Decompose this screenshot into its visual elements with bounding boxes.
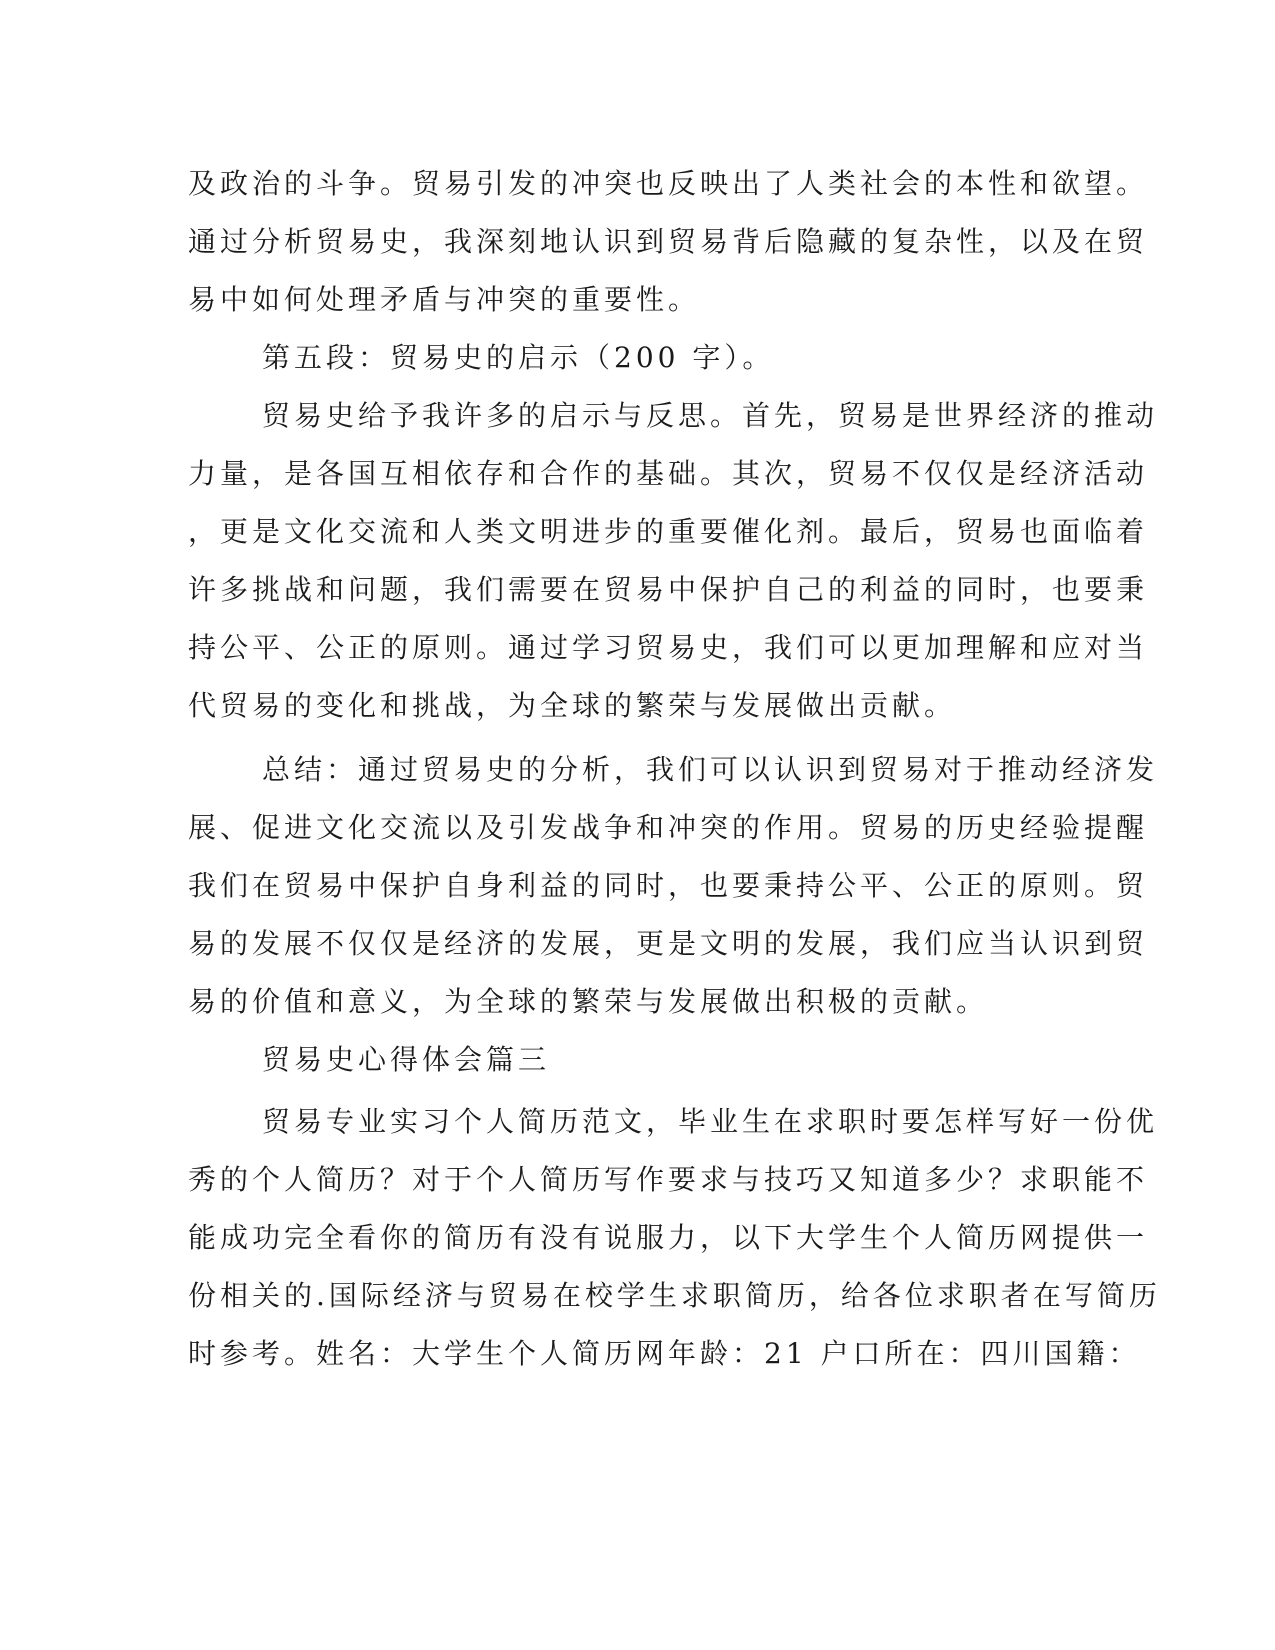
- text-line: 时参考。姓名：大学生个人简历网年龄：21 户口所在：四川国籍：: [188, 1337, 1141, 1370]
- text-line: 贸易史给予我许多的启示与反思。首先，贸易是世界经济的推动: [262, 399, 1159, 432]
- text-line: 我们在贸易中保护自身利益的同时，也要秉持公平、公正的原则。贸: [188, 869, 1149, 902]
- text-line: 及政治的斗争。贸易引发的冲突也反映出了人类社会的本性和欲望。: [188, 167, 1149, 200]
- text-line: 秀的个人简历？对于个人简历写作要求与技巧又知道多少？求职能不: [188, 1163, 1149, 1196]
- text-line: 总结：通过贸易史的分析，我们可以认识到贸易对于推动经济发: [262, 753, 1159, 786]
- text-line: 易的价值和意义，为全球的繁荣与发展做出积极的贡献。: [188, 985, 989, 1018]
- text-line: 许多挑战和问题，我们需要在贸易中保护自己的利益的同时，也要秉: [188, 573, 1149, 606]
- text-line: 通过分析贸易史，我深刻地认识到贸易背后隐藏的复杂性，以及在贸: [188, 225, 1149, 258]
- section-heading: 第五段：贸易史的启示（200 字）。: [262, 341, 775, 374]
- text-line: 份相关的.国际经济与贸易在校学生求职简历，给各位求职者在写简历: [188, 1279, 1161, 1312]
- text-line: 易的发展不仅仅是经济的发展，更是文明的发展，我们应当认识到贸: [188, 927, 1149, 960]
- text-line: 能成功完全看你的简历有没有说服力，以下大学生个人简历网提供一: [188, 1221, 1149, 1254]
- section-heading: 贸易史心得体会篇三: [262, 1043, 551, 1076]
- text-line: 展、促进文化交流以及引发战争和冲突的作用。贸易的历史经验提醒: [188, 811, 1149, 844]
- text-line: 持公平、公正的原则。通过学习贸易史，我们可以更加理解和应对当: [188, 631, 1149, 664]
- text-line: ，更是文化交流和人类文明进步的重要催化剂。最后，贸易也面临着: [188, 515, 1149, 548]
- text-line: 代贸易的变化和挑战，为全球的繁荣与发展做出贡献。: [188, 689, 957, 722]
- text-line: 易中如何处理矛盾与冲突的重要性。: [188, 283, 701, 316]
- text-line: 力量，是各国互相依存和合作的基础。其次，贸易不仅仅是经济活动: [188, 457, 1149, 490]
- text-line: 贸易专业实习个人简历范文，毕业生在求职时要怎样写好一份优: [262, 1105, 1159, 1138]
